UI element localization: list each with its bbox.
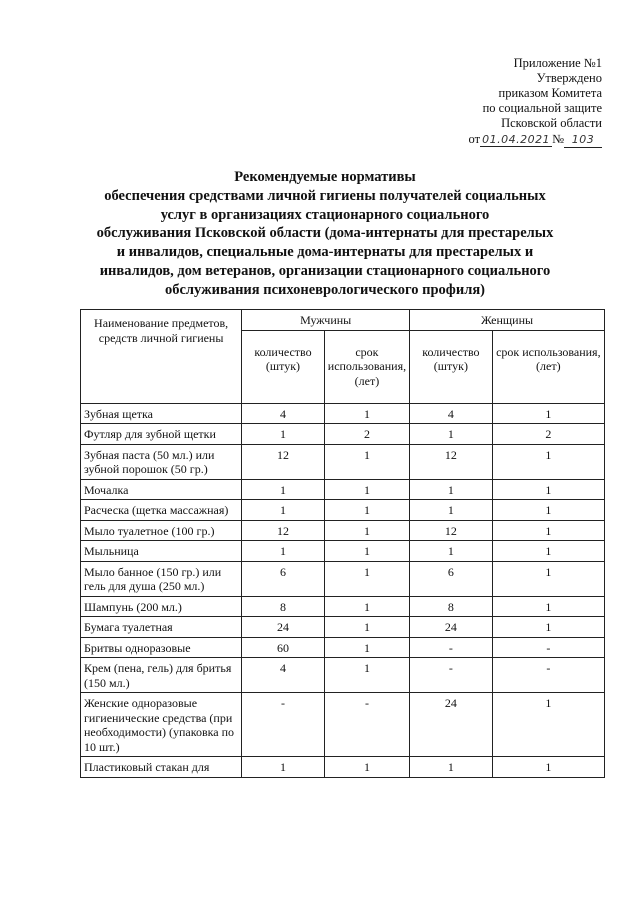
header-women-qty: количество (штук) <box>410 330 493 403</box>
men-qty: 1 <box>242 541 325 562</box>
women-qty: 24 <box>410 693 493 757</box>
women-qty: 1 <box>410 424 493 445</box>
women-qty: 24 <box>410 617 493 638</box>
table-row <box>81 561 605 596</box>
women-qty: - <box>410 637 493 658</box>
date-prefix: от <box>468 132 481 146</box>
men-term: - <box>324 693 409 757</box>
women-term: - <box>492 637 604 658</box>
women-qty: 1 <box>410 500 493 521</box>
item-name: Бритвы одноразовые <box>81 637 242 658</box>
document-title <box>70 168 580 300</box>
women-term: 1 <box>492 561 604 596</box>
header-women: Женщины <box>410 310 605 331</box>
men-qty: 8 <box>242 596 325 617</box>
title-line: обеспечения средствами личной гигиены получателей социальных <box>104 187 546 204</box>
table-row <box>81 403 605 424</box>
men-term: 1 <box>324 757 409 778</box>
women-qty: 6 <box>410 561 493 596</box>
table-row <box>81 693 605 757</box>
title-line: услуг в организациях стационарного социального <box>160 206 490 223</box>
item-name: Пластиковый стакан для <box>81 757 242 778</box>
women-term: - <box>492 658 604 693</box>
table-row <box>81 637 605 658</box>
men-qty: 1 <box>242 500 325 521</box>
men-qty: 12 <box>242 520 325 541</box>
item-name: Зубная паста (50 мл.) или зубной порошок (50 гр.) <box>81 444 242 479</box>
header-men-qty: количество (штук) <box>242 330 325 403</box>
title-line: обслуживания психоневрологического профиля) <box>164 281 486 298</box>
men-qty: 24 <box>242 617 325 638</box>
table-row <box>81 520 605 541</box>
table-row <box>81 596 605 617</box>
item-name: Мыло банное (150 гр.) или гель для душа (250 мл.) <box>81 561 242 596</box>
women-qty: 1 <box>410 541 493 562</box>
men-term: 1 <box>324 520 409 541</box>
women-term: 1 <box>492 617 604 638</box>
header-men-term: срок использования, (лет) <box>324 330 409 403</box>
table-row <box>81 658 605 693</box>
men-qty: 1 <box>242 757 325 778</box>
women-term: 1 <box>492 500 604 521</box>
women-term: 1 <box>492 596 604 617</box>
header-women-term: срок использования, (лет) <box>492 330 604 403</box>
item-name: Шампунь (200 мл.) <box>81 596 242 617</box>
title-line: обслуживания Псковской области (дома-интернаты для престарелых <box>96 225 554 242</box>
men-term: 1 <box>324 596 409 617</box>
men-term: 2 <box>324 424 409 445</box>
item-name: Женские одноразовые гигиенические средства (при необходимости) (упаковка по 10 шт.) <box>81 693 242 757</box>
men-term: 1 <box>324 541 409 562</box>
men-term: 1 <box>324 403 409 424</box>
hygiene-norms-table <box>80 309 605 778</box>
men-term: 1 <box>324 637 409 658</box>
appendix-label: Приложение №1 <box>513 56 602 70</box>
women-qty: 12 <box>410 520 493 541</box>
men-term: 1 <box>324 444 409 479</box>
men-term: 1 <box>324 617 409 638</box>
title-line: инвалидов, дом ветеранов, организации стационарного социального <box>99 262 551 279</box>
men-qty: 1 <box>242 479 325 500</box>
men-qty: 4 <box>242 658 325 693</box>
men-qty: 4 <box>242 403 325 424</box>
approved-label: Утверждено <box>536 71 602 85</box>
table-header-row <box>81 310 605 331</box>
women-term: 1 <box>492 693 604 757</box>
women-term: 1 <box>492 403 604 424</box>
table-row <box>81 500 605 521</box>
item-name: Мыльница <box>81 541 242 562</box>
item-name: Мыло туалетное (100 гр.) <box>81 520 242 541</box>
order-date: 01.04.2021 <box>482 133 551 146</box>
item-name: Расческа (щетка массажная) <box>81 500 242 521</box>
title-line: и инвалидов, специальные дома-интернаты для престарелых и <box>116 244 534 261</box>
order-date-number <box>469 132 602 148</box>
item-name: Футляр для зубной щетки <box>81 424 242 445</box>
men-qty: 6 <box>242 561 325 596</box>
women-term: 1 <box>492 479 604 500</box>
table-row <box>81 617 605 638</box>
men-qty: 12 <box>242 444 325 479</box>
header-item-name: Наименование предметов, средств личной гигиены <box>81 310 242 404</box>
item-name: Зубная щетка <box>81 403 242 424</box>
women-qty: 4 <box>410 403 493 424</box>
table-row <box>81 479 605 500</box>
women-qty: 1 <box>410 479 493 500</box>
table-row <box>81 757 605 778</box>
committee-label: по социальной защите <box>482 101 602 115</box>
women-qty: 1 <box>410 757 493 778</box>
item-name: Крем (пена, гель) для бритья (150 мл.) <box>81 658 242 693</box>
title-line: Рекомендуемые нормативы <box>234 169 416 185</box>
table-row <box>81 424 605 445</box>
men-term: 1 <box>324 658 409 693</box>
women-qty: - <box>410 658 493 693</box>
women-qty: 12 <box>410 444 493 479</box>
men-qty: - <box>242 693 325 757</box>
item-name: Бумага туалетная <box>81 617 242 638</box>
region-label: Псковской области <box>501 116 602 130</box>
header-men: Мужчины <box>242 310 410 331</box>
men-term: 1 <box>324 479 409 500</box>
order-number: 103 <box>564 132 602 148</box>
women-term: 2 <box>492 424 604 445</box>
approval-block <box>469 56 602 148</box>
table-row <box>81 541 605 562</box>
women-term: 1 <box>492 444 604 479</box>
number-prefix: № <box>552 132 564 146</box>
men-qty: 1 <box>242 424 325 445</box>
table-row <box>81 444 605 479</box>
women-term: 1 <box>492 541 604 562</box>
women-term: 1 <box>492 757 604 778</box>
men-term: 1 <box>324 561 409 596</box>
order-label: приказом Комитета <box>498 86 602 100</box>
men-qty: 60 <box>242 637 325 658</box>
item-name: Мочалка <box>81 479 242 500</box>
women-term: 1 <box>492 520 604 541</box>
men-term: 1 <box>324 500 409 521</box>
women-qty: 8 <box>410 596 493 617</box>
